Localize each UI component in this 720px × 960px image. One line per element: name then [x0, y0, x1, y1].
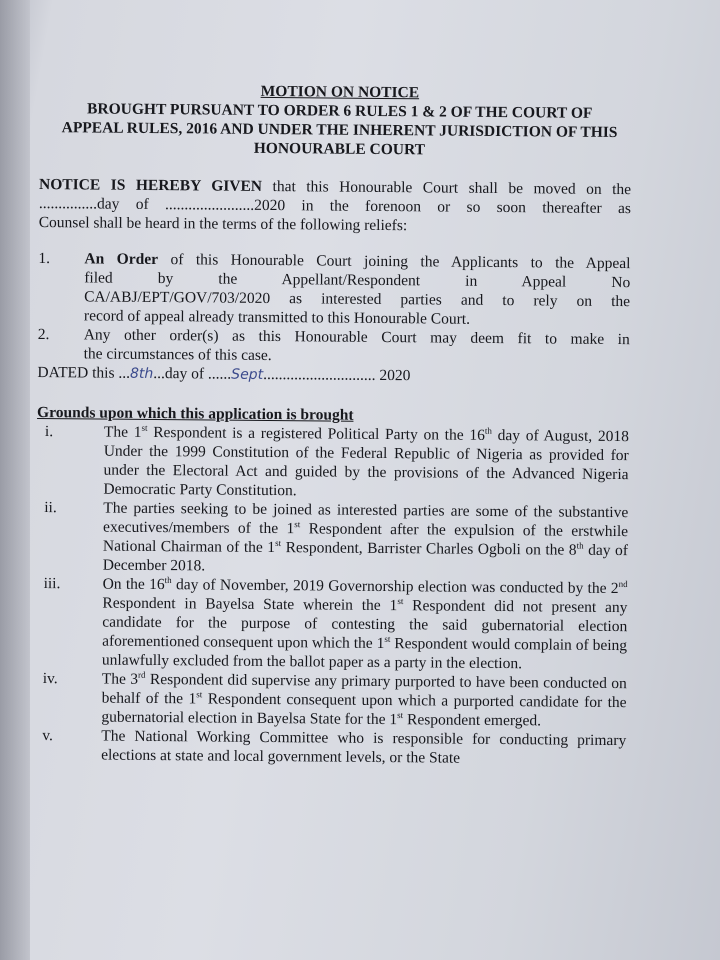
dated-suffix: ............................. 2020: [263, 365, 411, 385]
ground-number: iii.: [43, 575, 61, 593]
ground-item: [36, 498, 629, 579]
heading-line: APPEAL RULES, 2016 AND UNDER THE INHERENT JURISDICTION OF THIS: [61, 119, 618, 142]
relief-item: [38, 325, 630, 368]
relief-text: the circumstances of this case.: [83, 345, 272, 365]
ground-item: [35, 574, 628, 674]
grounds-list: [34, 422, 629, 769]
ground-number: ii.: [44, 499, 57, 517]
ground-item: [36, 422, 629, 503]
notice-text: that this Honourable Court shall be moved on the: [272, 178, 632, 199]
document-body: [34, 80, 632, 769]
relief-text: Any other order(s) as this Honourable Court may deem fit to make in: [83, 326, 630, 349]
ground-number: iv.: [42, 670, 58, 688]
heading: [47, 80, 632, 161]
dated-prefix: DATED this ...: [37, 363, 131, 382]
relief-lead: An Order: [84, 250, 159, 269]
notice-text: Counsel shall be heard in the terms of the following reliefs:: [38, 213, 408, 235]
ground-text: The National Working Committee who is responsible for conducting primary elections at state and local government levels, or the State: [101, 727, 627, 767]
ground-item: [34, 726, 626, 769]
notice-lead: NOTICE IS HEREBY GIVEN: [39, 175, 263, 195]
notice-text: ...............day of .......................2020 in the forenoon or so soon thereafter as: [38, 194, 631, 218]
handwritten-month: Sept: [231, 366, 264, 383]
relief-item: [38, 249, 631, 330]
heading-title: MOTION ON NOTICE: [260, 82, 420, 102]
relief-number: 1.: [38, 249, 51, 268]
ground-text: The parties seeking to be joined as interested parties are some of the substantive executives/members of the 1st Respondent after the expulsion of the erstwhile National Chairman of the 1st Respondent, Barrister Charles Ogboli on the 8th day of December 2018.: [102, 499, 629, 575]
page-edge-shadow: [0, 0, 30, 960]
ground-text: The 1st Respondent is a registered Political Party on the 16th day of August, 2018 Under the 1999 Constitution of the Federal Republic of Nigeria as provided for under the Electoral Act and guided by the provisions of the Advanced Nigeria Democratic Party Constitution.: [103, 422, 629, 500]
heading-line: BROUGHT PURSUANT TO ORDER 6 RULES 1 & 2 OF THE COURT OF: [87, 100, 593, 122]
notice-paragraph: [39, 175, 631, 237]
ground-text: The 3rd Respondent did supervise any primary purported to have been conducted on behalf of the 1st Respondent consequent upon which a purported candidate for the gubernatorial election in Bayelsa State for the 1st Respondent emerged.: [101, 669, 627, 730]
ground-number: i.: [44, 423, 54, 441]
dated-mid: ...day of ......: [153, 365, 232, 383]
grounds-heading: Grounds upon which this application is brought: [37, 403, 354, 424]
heading-line: HONOURABLE COURT: [253, 139, 426, 159]
ground-item: [34, 669, 626, 731]
relief-text: of this Honourable Court joining the Applicants to the Appeal: [170, 251, 631, 273]
relief-text: CA/ABJ/EPT/GOV/703/2020 as interested parties and to rely on the: [84, 288, 631, 311]
reliefs-list: [38, 249, 631, 368]
relief-text: filed by the Appellant/Respondent in Appeal No: [84, 269, 631, 292]
handwritten-day: 8th: [129, 365, 154, 382]
ground-number: v.: [42, 727, 53, 745]
ground-text: On the 16th day of November, 2019 Governorship election was conducted by the 2nd Respondent in Bayelsa State wherein the 1st Respondent did not present any candidate for the purpose of contesting the said gubernatorial election aforementioned consequent upon which the 1st Respondent would complain of being unlawfully excluded from the ballot paper as a party in the election.: [101, 574, 628, 673]
relief-number: 2.: [37, 325, 50, 344]
relief-text: record of appeal already transmitted to this Honourable Court.: [83, 307, 471, 328]
